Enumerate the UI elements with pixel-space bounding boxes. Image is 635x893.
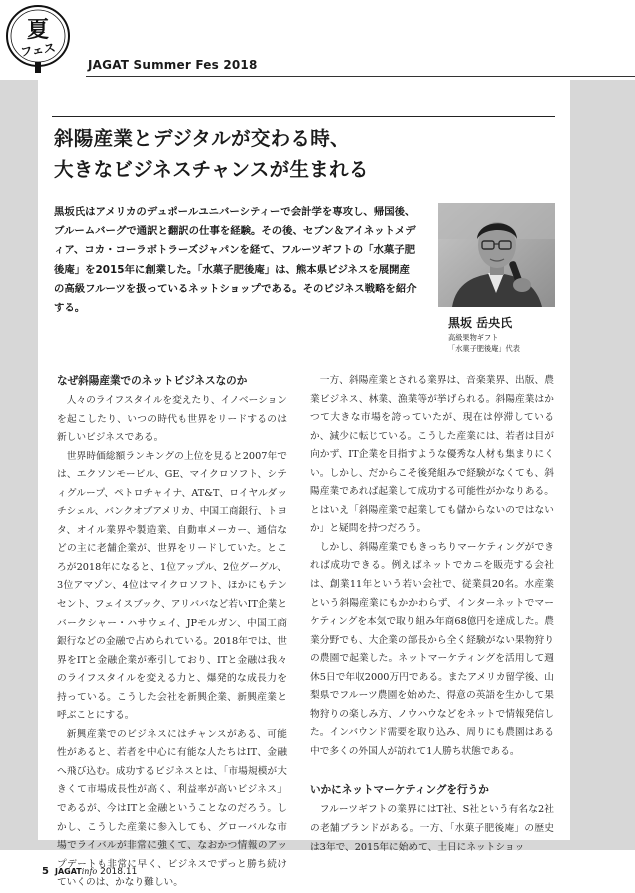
left-column bbox=[54, 372, 287, 893]
body-paragraph: しかし、斜陽産業でもきっちりマーケティングができれば成功できる。例えばネットでカニを販売する会社は、創業11年という若い会社で、従業員20名。水産業という斜陽産業にもかかわらず、インターネットでマーケティングを本気で取り組み年商68億円を達成した。農業分野でも、大企業の部長から全く経験がない果物狩りの農園で起業した。ネットマーケティングを活用して週休5日で年収2000万円である。またアメリカ留学後、山梨県でフルーツ農園を始めた、得意の英語を生かして果物狩りの楽しみ方、ノウハウなどをネットで情報発信した。インバウンド需要を取り込み、周りにも農園はある中で多くの外国人が訪れて1人勝ち状態である。 bbox=[310, 541, 554, 757]
speaker-affiliation-line-1: 高級果物ギフト bbox=[448, 333, 499, 342]
section-heading-2: いかにネットマーケティングを行うか bbox=[310, 784, 489, 797]
page-footer bbox=[42, 866, 137, 877]
title-line-2: 大きなビジネスチャンスが生まれる bbox=[54, 158, 369, 181]
body-paragraph: 世界時価総額ランキングの上位を見ると2007年では、エクソンモービル、GE、マイクロソフト、シティグループ、ペトロチャイナ、AT&T、ロイヤルダッチシェル、バンクオブアメリカ、中国工商銀行、トヨタ、オイル業界や製造業、自動車メーカー、通信などの主に老舗企業が、世界をリードしていた。ところが2018年になると、1位アップル、2位グーグル、3位アマゾン、4位はマイクロソフト、ほかにもテンセント、フェイスブック、アリババなど若いIT企業とバークシャー・ハサウェイ、JPモルガン、中国工商銀行などの金融で占められている。2018年では、世界をITと金融企業が牽引しており、ITと金融は我々のライフスタイルを変える力と、爆発的な成長力を持っている。こうした会社を新興企業、新興産業と呼ぶことにする。 bbox=[57, 450, 287, 722]
article-title bbox=[54, 123, 554, 185]
summer-fes-badge bbox=[2, 2, 74, 74]
section-heading-1: なぜ斜陽産業でのネットビジネスなのか bbox=[57, 375, 248, 387]
right-column bbox=[310, 372, 554, 857]
magazine-name-suffix: info bbox=[81, 867, 98, 876]
fan-handle bbox=[35, 62, 41, 73]
badge-text-1: 夏 bbox=[26, 18, 50, 43]
lead-text: 黒坂氏はアメリカのデュポールユニバーシティーで会計学を専攻し、帰国後、ブルームバーグで通訳と翻訳の仕事を経験。その後、セブン＆アイネットメディア、コカ・コーラボトラーズジャパンを経て、フルーツギフトの「水菓子肥後庵」を2015年に創業した。「水菓子肥後庵」は、熊本県ビジネスを展開産の高級フルーツを扱っているネットショップである。そのビジネス戦略を紹介する。 bbox=[54, 206, 417, 315]
header-brand: JAGAT Summer Fes 2018 bbox=[88, 58, 258, 72]
body-paragraph: 新興産業でのビジネスにはチャンスがある、可能性があると、若者を中心に有能な人たちはIT、金融へ飛び込む。成功するビジネスとは、「市場規模が大きくて市場成長性が高く、利益率が高いビジネス」であるが、今はITと金融ということなのだろう。しかし、こうした産業に参入しても、グローバルな市場でライバルが非常に強くて、なおかつ情報のアップデートも非常に早く、ビジネスでずっと勝ち続けていくのは、かなり難しい。 bbox=[57, 728, 287, 889]
title-line-1: 斜陽産業とデジタルが交わる時、 bbox=[54, 127, 350, 150]
body-paragraph: 一方、斜陽産業とされる業界は、音楽業界、出版、農業ビジネス、林業、漁業等が挙げられる。斜陽産業はかつて大きな市場を誇っていたが、現在は停滞しているか、減少に転じている。こうした産業には、若者は目が向かず、IT企業を目指すような優秀な人材も集まりにくい。しかし、だからこそ後発組みで経験がなくても、斜陽産業であれば起業して成功する可能性がかなりある。とはいえ「斜陽産業で起業しても儲からないのではないか」と疑問を持つだろう。 bbox=[310, 375, 554, 535]
speaker-name: 黒坂 岳央氏 bbox=[448, 316, 513, 330]
header-divider bbox=[86, 76, 635, 77]
page-number: 5 bbox=[42, 866, 49, 877]
title-divider bbox=[52, 116, 555, 117]
badge-text-2: フェス bbox=[19, 40, 57, 60]
speaker-affiliation-line-2: 「水菓子肥後庵」代表 bbox=[448, 344, 520, 353]
speaker-photo bbox=[438, 203, 555, 307]
speaker-affiliation bbox=[448, 332, 520, 354]
magazine-name: JAGAT bbox=[54, 867, 82, 876]
lead-paragraph bbox=[54, 203, 420, 318]
body-paragraph: フルーツギフトの業界にはT社、S社という有名な2社の老舗ブランドがある。一方、「水菓子肥後庵」の歴史は3年で、2015年に始めて、土日にネットショッ bbox=[310, 804, 554, 853]
body-paragraph: 人々のライフスタイルを変えたり、イノベーションを起こしたり、いつの時代も世界をリードするのは新しいビジネスである。 bbox=[57, 395, 287, 444]
issue-date: 2018.11 bbox=[100, 867, 138, 877]
